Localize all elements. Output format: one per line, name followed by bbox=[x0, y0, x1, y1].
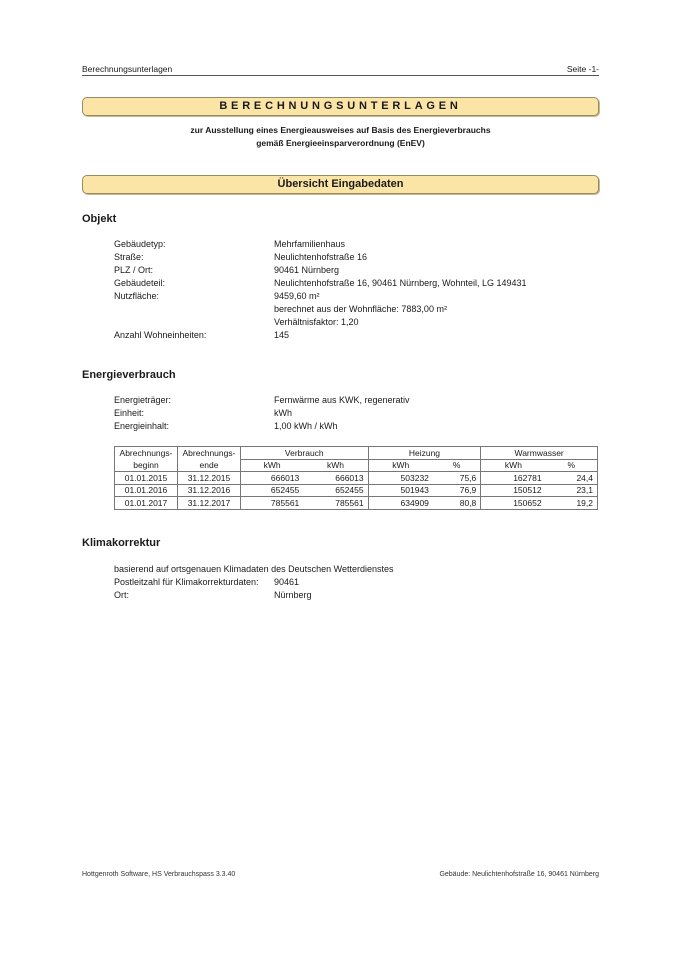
energie-value: Fernwärme aus KWK, regenerativ bbox=[274, 395, 410, 405]
energie-value: 1,00 kWh / kWh bbox=[274, 421, 338, 431]
table-cell: 501943 bbox=[368, 484, 433, 497]
table-cell: 01.01.2015 bbox=[115, 472, 178, 485]
objekt-value: Neulichtenhofstraße 16 bbox=[274, 252, 368, 262]
klima-value: Nürnberg bbox=[274, 590, 312, 600]
section-title-klimakorrektur: Klimakorrektur bbox=[82, 537, 161, 549]
consumption-table bbox=[114, 446, 598, 510]
objekt-value: 90461 Nürnberg bbox=[274, 265, 340, 275]
objekt-value: berechnet aus der Wohnfläche: 7883,00 m² bbox=[274, 304, 447, 314]
table-row bbox=[115, 484, 598, 497]
section-title-objekt: Objekt bbox=[82, 213, 117, 225]
objekt-row bbox=[114, 251, 598, 264]
objekt-key bbox=[114, 316, 274, 329]
table-cell: 23,1 bbox=[546, 484, 598, 497]
energie-row bbox=[114, 407, 598, 420]
table-subheader-row bbox=[115, 459, 598, 472]
column-subheader: kWh bbox=[240, 459, 303, 472]
table-cell: 666013 bbox=[303, 472, 368, 485]
table-cell: 24,4 bbox=[546, 472, 598, 485]
table-cell: 76,9 bbox=[433, 484, 481, 497]
column-subheader: kWh bbox=[368, 459, 433, 472]
energie-row bbox=[114, 394, 598, 407]
energie-value: kWh bbox=[274, 408, 292, 418]
column-header: Verbrauch bbox=[240, 447, 368, 460]
table-cell: 19,2 bbox=[546, 497, 598, 510]
objekt-key: Anzahl Wohneinheiten: bbox=[114, 330, 207, 340]
objekt-key: Gebäudetyp: bbox=[114, 239, 166, 249]
table-header-row bbox=[115, 447, 598, 460]
objekt-key: PLZ / Ort: bbox=[114, 265, 154, 275]
objekt-row bbox=[114, 277, 598, 290]
column-subheader: kWh bbox=[303, 459, 368, 472]
table-cell: 666013 bbox=[240, 472, 303, 485]
section-title-energieverbrauch: Energieverbrauch bbox=[82, 369, 176, 381]
klima-row bbox=[114, 589, 598, 602]
energie-details bbox=[114, 394, 598, 433]
table-cell: 785561 bbox=[303, 497, 368, 510]
klima-key: Postleitzahl für Klimakorrekturdaten: bbox=[114, 577, 259, 587]
table-cell: 150512 bbox=[481, 484, 546, 497]
header-page-number: Seite -1- bbox=[566, 64, 599, 74]
column-header: Abrechnungs- bbox=[177, 447, 240, 460]
footer-software: Hottgenroth Software, HS Verbrauchspass 3.3.40 bbox=[82, 871, 236, 878]
table-row bbox=[115, 472, 598, 485]
objekt-row bbox=[114, 290, 598, 303]
objekt-key bbox=[114, 303, 274, 316]
column-subheader: beginn bbox=[115, 459, 178, 472]
table-cell: 652455 bbox=[240, 484, 303, 497]
table-cell: 785561 bbox=[240, 497, 303, 510]
subtitle-line-2: gemäß Energieeinsparverordnung (EnEV) bbox=[256, 138, 425, 148]
table-cell: 503232 bbox=[368, 472, 433, 485]
klima-value: 90461 bbox=[274, 577, 300, 587]
klima-row bbox=[114, 576, 598, 589]
energie-key: Energieinhalt: bbox=[114, 421, 170, 431]
table-cell: 01.01.2016 bbox=[115, 484, 178, 497]
objekt-row bbox=[114, 329, 598, 342]
table-cell: 75,6 bbox=[433, 472, 481, 485]
energie-key: Energieträger: bbox=[114, 395, 172, 405]
column-header: Warmwasser bbox=[481, 447, 598, 460]
header-document-title: Berechnungsunterlagen bbox=[82, 64, 173, 74]
table-cell: 31.12.2017 bbox=[177, 497, 240, 510]
objekt-value: 145 bbox=[274, 330, 290, 340]
klima-key: Ort: bbox=[114, 590, 129, 600]
subtitle-line-1: zur Ausstellung eines Energieausweises auf Basis des Energieverbrauchs bbox=[190, 125, 491, 135]
objekt-value: Mehrfamilienhaus bbox=[274, 239, 346, 249]
table-cell: 150652 bbox=[481, 497, 546, 510]
objekt-details bbox=[114, 238, 598, 342]
column-subheader: kWh bbox=[481, 459, 546, 472]
column-header: Heizung bbox=[368, 447, 481, 460]
table-cell: 634909 bbox=[368, 497, 433, 510]
klima-details bbox=[114, 563, 598, 602]
table-row bbox=[115, 497, 598, 510]
objekt-row bbox=[114, 238, 598, 251]
objekt-value: 9459,60 m² bbox=[274, 291, 320, 301]
objekt-value: Verhältnisfaktor: 1,20 bbox=[274, 317, 359, 327]
page-header bbox=[82, 64, 599, 76]
main-title-banner: BERECHNUNGSUNTERLAGEN bbox=[82, 97, 599, 116]
subtitle bbox=[82, 124, 599, 150]
energie-row bbox=[114, 420, 598, 433]
objekt-key: Nutzfläche: bbox=[114, 291, 160, 301]
table-cell: 31.12.2015 bbox=[177, 472, 240, 485]
klima-intro: basierend auf ortsgenauen Klimadaten des Deutschen Wetterdienstes bbox=[114, 564, 394, 574]
column-subheader: ende bbox=[177, 459, 240, 472]
table-cell: 162781 bbox=[481, 472, 546, 485]
column-subheader: % bbox=[546, 459, 598, 472]
table-cell: 652455 bbox=[303, 484, 368, 497]
energie-key: Einheit: bbox=[114, 408, 145, 418]
table-cell: 31.12.2016 bbox=[177, 484, 240, 497]
objekt-key: Gebäudeteil: bbox=[114, 278, 166, 288]
objekt-key: Straße: bbox=[114, 252, 144, 262]
column-header: Abrechnungs- bbox=[115, 447, 178, 460]
table-cell: 01.01.2017 bbox=[115, 497, 178, 510]
column-subheader: % bbox=[433, 459, 481, 472]
objekt-row bbox=[114, 316, 598, 329]
overview-banner: Übersicht Eingabedaten bbox=[82, 175, 599, 194]
table-cell: 80,8 bbox=[433, 497, 481, 510]
objekt-value: Neulichtenhofstraße 16, 90461 Nürnberg, Wohnteil, LG 149431 bbox=[274, 278, 527, 288]
footer-building: Gebäude: Neulichtenhofstraße 16, 90461 Nürnberg bbox=[439, 871, 599, 878]
objekt-row bbox=[114, 264, 598, 277]
objekt-row bbox=[114, 303, 598, 316]
